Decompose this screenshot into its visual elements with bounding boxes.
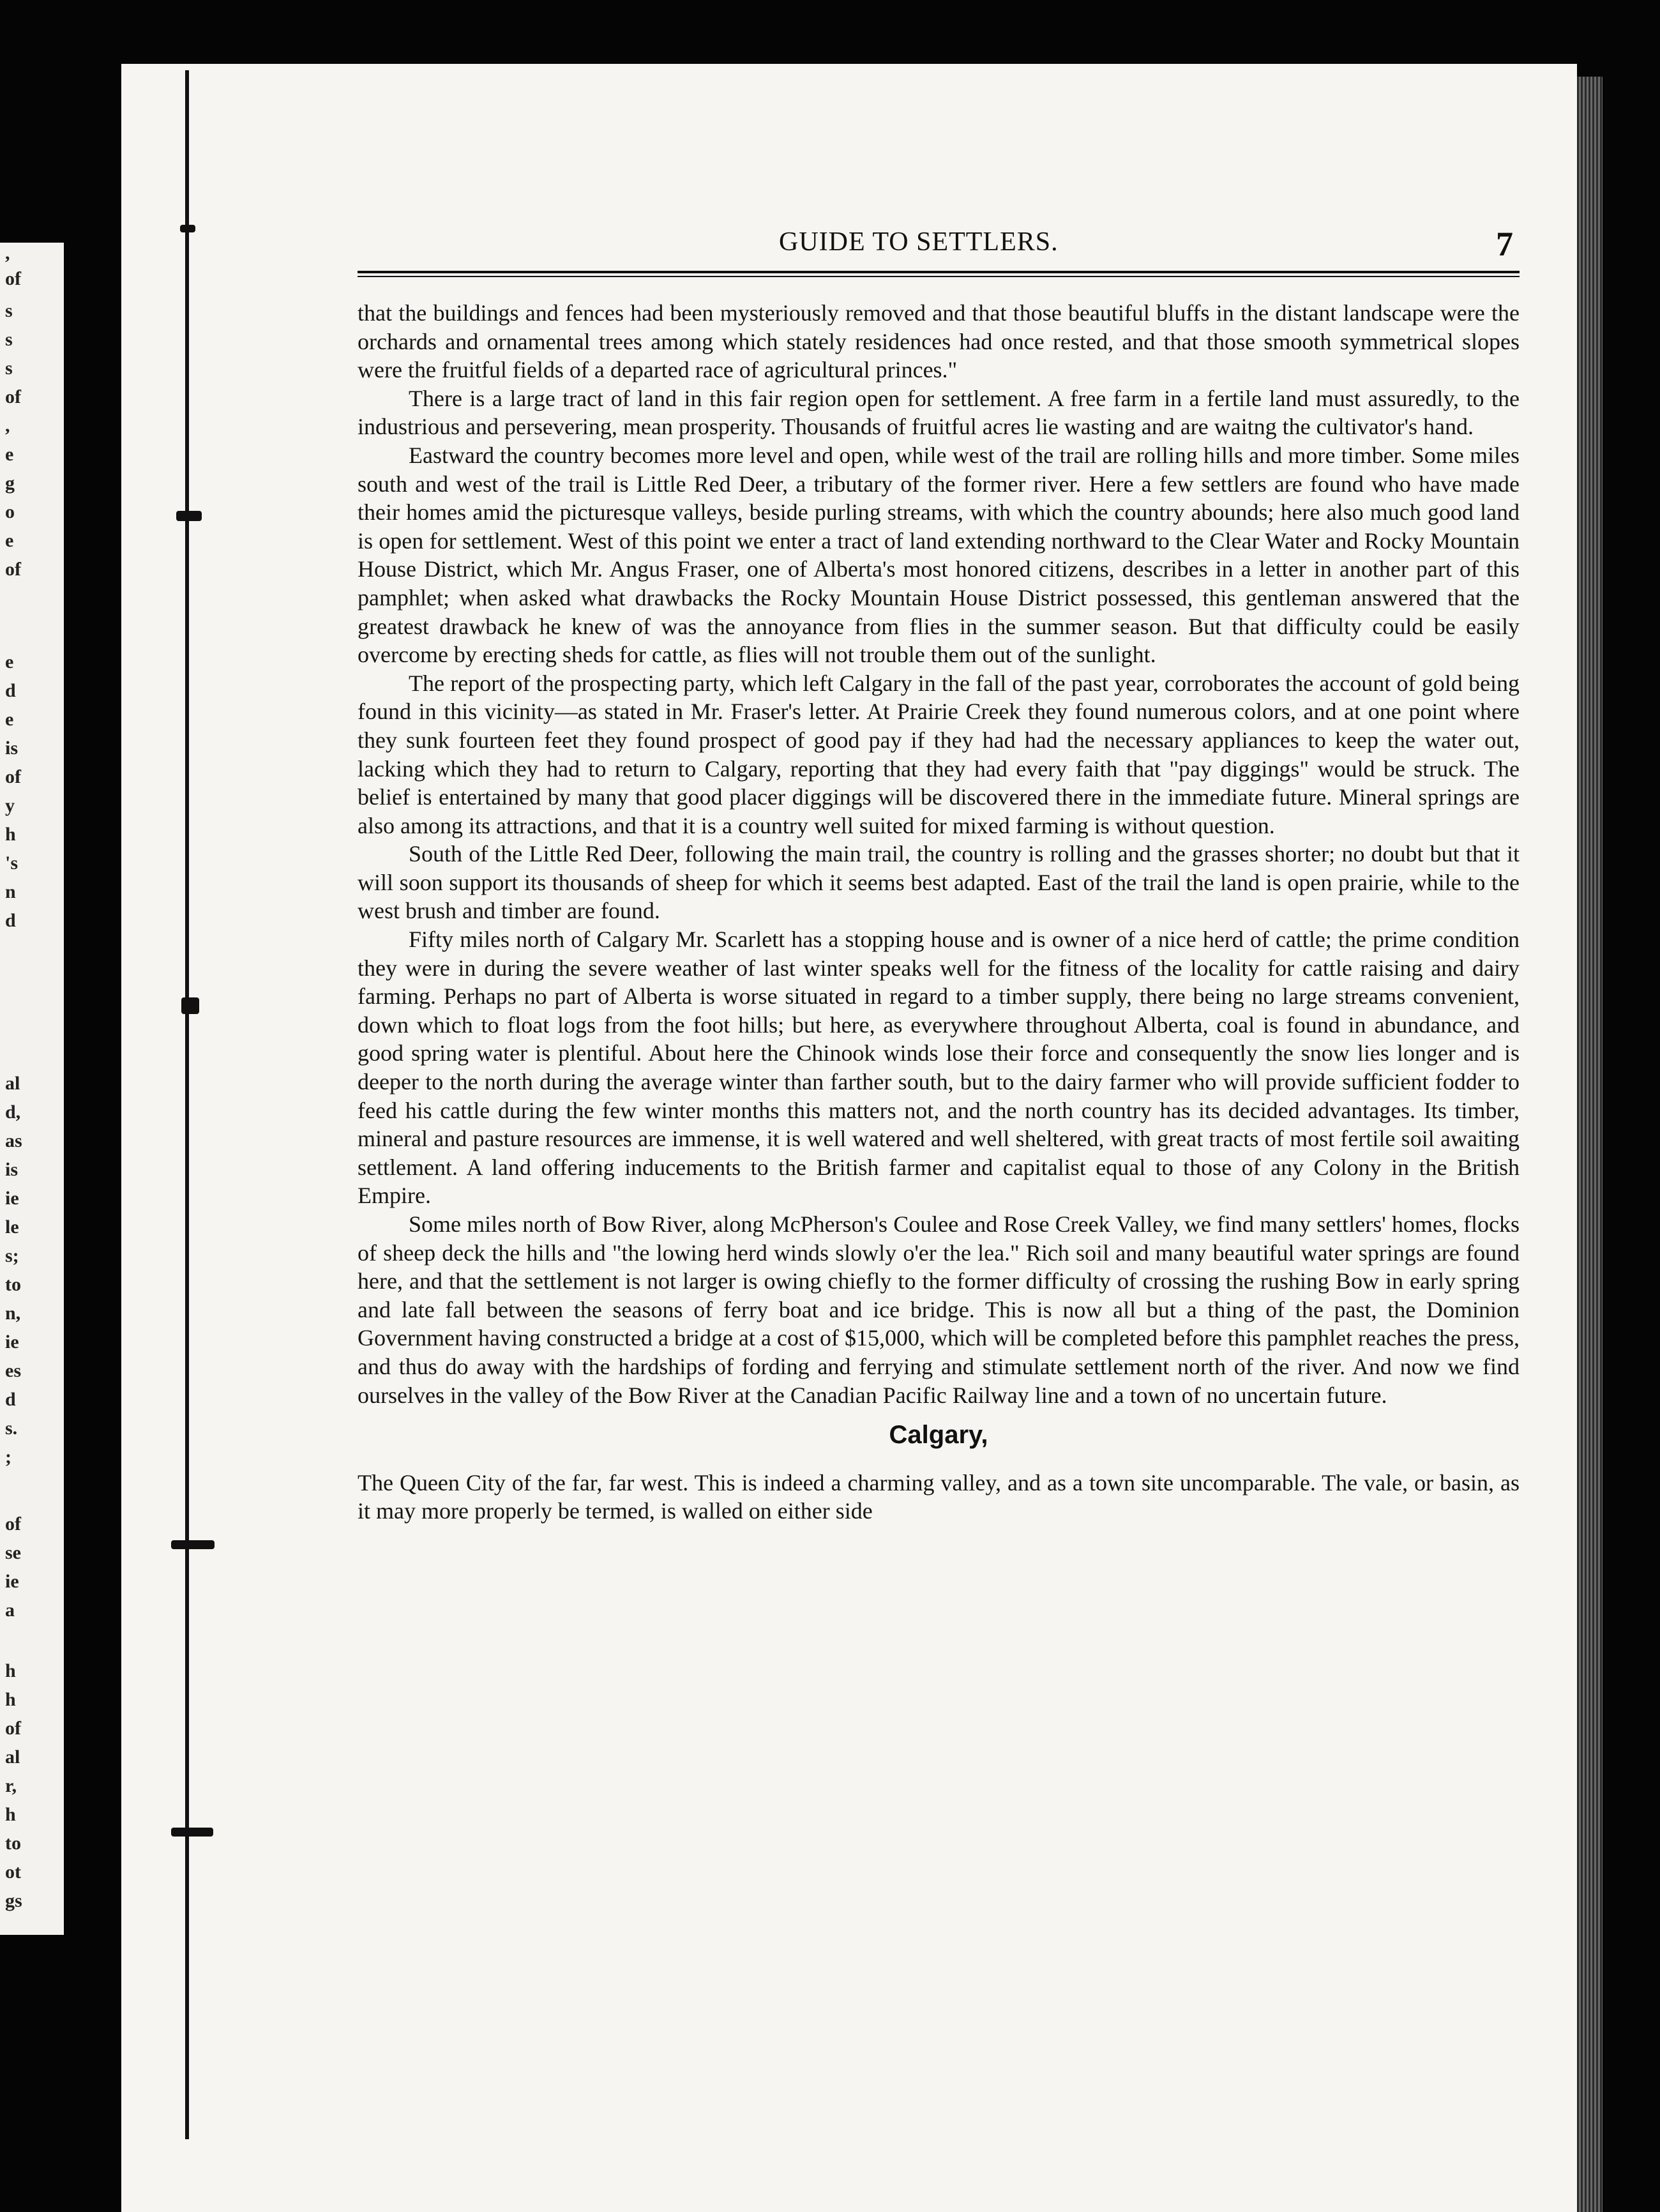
margin-fragment: y bbox=[5, 795, 15, 816]
section-heading: Calgary, bbox=[889, 1421, 988, 1450]
margin-fragment: e bbox=[5, 530, 14, 551]
margin-fragment: , bbox=[5, 415, 10, 436]
margin-fragment: e bbox=[5, 651, 14, 672]
margin-fragment: d bbox=[5, 680, 16, 701]
margin-fragment: s; bbox=[5, 1245, 19, 1266]
margin-fragment: le bbox=[5, 1216, 19, 1238]
margin-fragment: of bbox=[5, 268, 21, 289]
fold-mark bbox=[176, 511, 202, 521]
margin-fragment: to bbox=[5, 1833, 21, 1854]
margin-fragment: a bbox=[5, 1600, 15, 1621]
book-page-edges bbox=[1577, 77, 1603, 2212]
margin-fragment: al bbox=[5, 1073, 20, 1094]
margin-fragment: g bbox=[5, 473, 15, 494]
margin-fragment: d bbox=[5, 1389, 16, 1410]
paragraph: Some miles north of Bow River, along McPherson's Coulee and Rose Creek Valley, we find many settlers' homes, flocks of sheep deck the hills and "the lowing herd winds slowly o'er the lea." Rich soil and many beautiful water springs are found here, and that the settlement is not larger is owing chiefly to the former difficulty of crossing the rushing Bow in early spring and late fall between the seasons of ferry boat and ice bridge. This is now all but a thing of the past, the Dominion Government having constructed a bridge at a cost of $15,000, which will be completed before this pamphlet reaches the press, and thus do away with the hardships of fording and ferrying and stimulate settlement north of the river. And now we find ourselves in the valley of the Bow River at the Canadian Pacific Railway line and a town of no uncertain future. bbox=[358, 1211, 1520, 1408]
margin-fragment: of bbox=[5, 1513, 21, 1534]
page-number: 7 bbox=[1496, 225, 1513, 263]
margin-fragment: s bbox=[5, 300, 13, 321]
margin-fragment: s bbox=[5, 329, 13, 350]
paragraph: that the buildings and fences had been mysteriously removed and that those beautiful bluffs in the distant landscape were the orchards and ornamental trees among which stately residences had once rested, and that those smooth symmetrical slopes were the fruitful fields of a departed race of agricultural princes." bbox=[358, 300, 1520, 383]
adjacent-page-fragment bbox=[0, 243, 64, 1935]
margin-fragment: of bbox=[5, 766, 21, 787]
margin-fragment: e bbox=[5, 444, 14, 465]
margin-fragment: ie bbox=[5, 1571, 19, 1592]
fold-mark bbox=[171, 1828, 213, 1837]
margin-fragment: es bbox=[5, 1360, 21, 1381]
margin-fragment: ot bbox=[5, 1861, 21, 1882]
paragraph: The Queen City of the far, far west. This is indeed a charming valley, and as a town site uncomparable. The vale, or basin, as it may more properly be termed, is walled on either side bbox=[358, 1469, 1520, 1524]
margin-fragment: d, bbox=[5, 1102, 21, 1123]
margin-fragment: al bbox=[5, 1746, 20, 1768]
margin-fragment: s bbox=[5, 358, 13, 379]
header-rule bbox=[358, 271, 1520, 277]
margin-fragment: se bbox=[5, 1542, 21, 1563]
fold-mark bbox=[181, 997, 199, 1014]
paragraph: The report of the prospecting party, which left Calgary in the fall of the past year, corroborates the account of gold being found in this vicinity—as stated in Mr. Fraser's letter. At Prairie Creek they found numerous colors, and at one point where they sunk fourteen feet they found prospect of good pay if they had had the necessary appliances to keep the water out, lacking which they had to return to Calgary, reporting that they had every faith that "pay diggings" would be struck. The belief is entertained by many that good placer diggings will be discovered there in the immediate future. Mineral springs are also among its attractions, and that it is a country well suited for mixed farming is without question. bbox=[358, 670, 1520, 838]
running-head: GUIDE TO SETTLERS. bbox=[779, 227, 1059, 257]
margin-fragment: ; bbox=[5, 1446, 11, 1467]
paragraph: Fifty miles north of Calgary Mr. Scarlett has a stopping house and is owner of a nice herd of cattle; the prime condition they were in during the severe weather of last winter speaks well for the fitness of the locality for cattle raising and dairy farming. Perhaps no part of Alberta is worse situated in regard to a timber supply, there being no large streams convenient, down which to float logs from the foot hills; but here, as everywhere throughout Alberta, coal is found in abundance, and good spring water is plentiful. About here the Chinook winds lose their force and consequently the snow lies longer and is deeper to the north during the average winter than farther south, but to the dairy farmer who will provide sufficient fodder to feed his cattle during the few winter months this matters not, and the north country has its decided advantages. Its timber, mineral and pasture resources are immense, it is well watered and well sheltered, with great tracts of most fertile soil awaiting settlement. A land offering inducements to the British farmer and capitalist equal to those of any Colony in the British Empire. bbox=[358, 927, 1520, 1209]
margin-fragment: h bbox=[5, 1804, 16, 1825]
margin-fragment: gs bbox=[5, 1890, 22, 1911]
margin-fragment: of bbox=[5, 559, 21, 580]
margin-fragment: r, bbox=[5, 1775, 17, 1796]
margin-fragment: is bbox=[5, 1159, 19, 1180]
paragraph: There is a large tract of land in this fair region open for settlement. A free farm in a fertile land must assuredly, to the industrious and persevering, mean prosperity. Thousands of fruitful acres lie wasting and are waitng the cultivator's hand. bbox=[358, 385, 1520, 440]
margin-fragment: , bbox=[5, 243, 10, 264]
margin-fragment: o bbox=[5, 501, 15, 522]
margin-fragment: ie bbox=[5, 1331, 19, 1352]
margin-fragment: h bbox=[5, 1660, 16, 1681]
margin-fragment: d bbox=[5, 910, 16, 931]
margin-fragment: is bbox=[5, 738, 19, 759]
margin-fragment: h bbox=[5, 1689, 16, 1710]
fold-mark bbox=[171, 1540, 215, 1549]
margin-fragment: ie bbox=[5, 1188, 19, 1209]
margin-fragment: n, bbox=[5, 1303, 21, 1324]
body-text bbox=[358, 299, 1520, 1526]
page-header bbox=[358, 227, 1520, 265]
margin-fragment: of bbox=[5, 386, 21, 407]
paragraph: Eastward the country becomes more level and open, while west of the trail are rolling hills and more timber. Some miles south and west of the trail is Little Red Deer, a tributary of the former river. Here a few settlers are found who have made their homes amid the picturesque valleys, beside purling streams, with which the country abounds; here also much good land is open for settlement. West of this point we enter a tract of land extending northward to the Clear Water and Rocky Mountain House District, which Mr. Angus Fraser, one of Alberta's most honored citizens, describes in a letter in another part of this pamphlet; when asked what drawbacks the Rocky Mountain House District possessed, this gentleman answered that the greatest drawback he knew of was the annoyance from flies in the summer season. But that difficulty could be easily overcome by erecting sheds for cattle, as flies will not trouble them out of the sunlight. bbox=[358, 442, 1520, 668]
margin-fragment: of bbox=[5, 1718, 21, 1739]
paragraph: South of the Little Red Deer, following the main trail, the country is rolling and the grasses shorter; no doubt but that it will soon support its thousands of sheep for which it seems best adapted. East of the trail the land is open prairie, while to the west brush and timber are found. bbox=[358, 841, 1520, 924]
margin-fragment: n bbox=[5, 881, 16, 902]
margin-fragment: as bbox=[5, 1130, 22, 1151]
margin-fragment: to bbox=[5, 1274, 21, 1295]
margin-fragment: s. bbox=[5, 1418, 18, 1439]
margin-fragment: h bbox=[5, 824, 16, 845]
margin-fragment: 's bbox=[5, 852, 19, 874]
fold-mark bbox=[180, 225, 195, 232]
margin-fragment: e bbox=[5, 709, 14, 730]
